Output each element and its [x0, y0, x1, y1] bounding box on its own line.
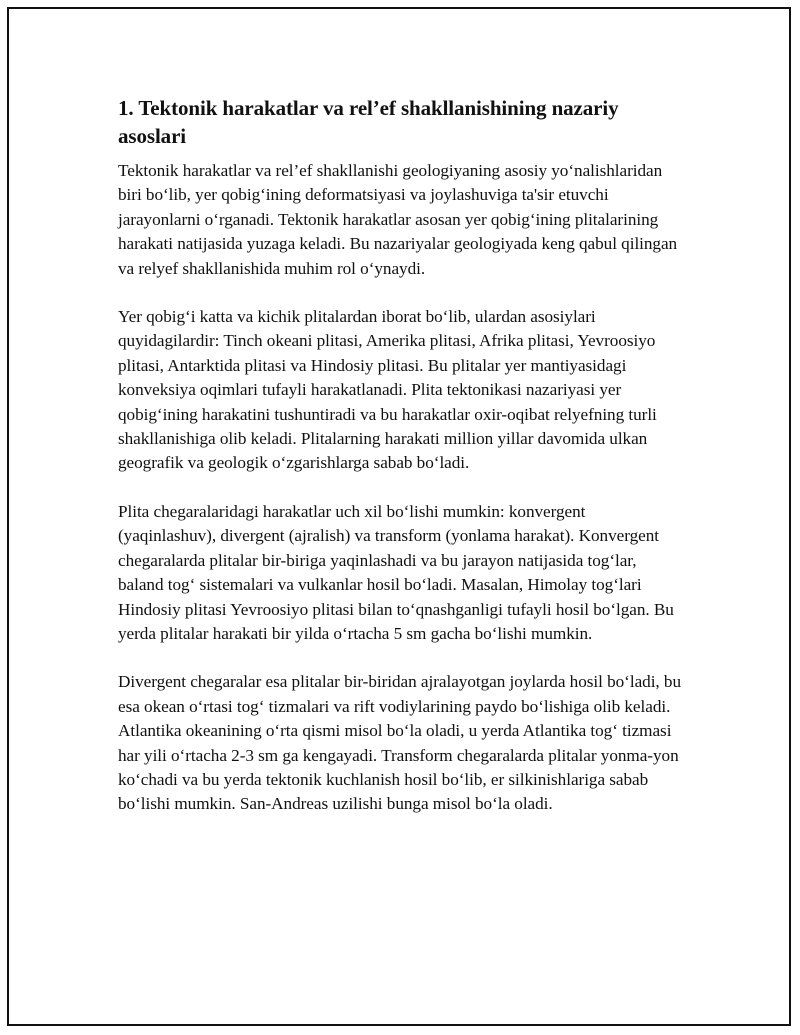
section-heading: 1. Tektonik harakatlar va rel’ef shakllanishining nazariy asoslari	[118, 96, 619, 148]
document-body	[118, 94, 684, 841]
paragraph-3: Plita chegaralaridagi harakatlar uch xil bo‘lishi mumkin: konvergent (yaqinlashuv), divergent (ajralish) va transform (yonlama harakat). Konvergent chegaralarda plitalar bir-biriga yaqinlashadi va bu jarayon natijasida tog‘lar, baland tog‘ sistemalari va vulkanlar hosil bo‘ladi. Masalan, Himolay tog‘lari Hindosiy plitasi Yevroosiyo plitasi bilan to‘qnashganligi tufayli hosil bo‘lgan. Bu yerda plitalar harakati bir yilda o‘rtacha 5 sm gacha bo‘lishi mumkin.	[118, 501, 674, 643]
paragraph-2: Yer qobig‘i katta va kichik plitalardan iborat bo‘lib, ulardan asosiylari quyidagilardir: Tinch okeani plitasi, Amerika plitasi, Afrika plitasi, Yevroosiyo plitasi, Antarktida plitasi va Hindosiy plitasi. Bu plitalar yer mantiyasidagi konveksiya oqimlari tufayli harakatlanadi. Plita tektonikasi nazariyasi yer qobig‘ining harakatini tushuntiradi va bu harakatlar oxir-oqibat relyefning turli shakllanishiga olib keladi. Plitalarning harakati million yillar davomida ulkan geografik va geologik o‘zgarishlarga sabab bo‘ladi.	[118, 307, 657, 473]
paragraph-1: Tektonik harakatlar va rel’ef shakllanishi geologiyaning asosiy yo‘nalishlaridan biri bo‘lib, yer qobig‘ining deformatsiyasi va joylashuviga ta'sir etuvchi jarayonlarni o‘rganadi. Tektonik harakatlar asosan yer qobig‘ining plitalarining harakati natijasida yuzaga keladi. Bu nazariyalar geologiyada keng qabul qilingan va relyef shakllanishida muhim rol o‘ynaydi.	[118, 161, 678, 278]
paragraph-4: Divergent chegaralar esa plitalar bir-biridan ajralayotgan joylarda hosil bo‘ladi, bu esa okean o‘rtasi tog‘ tizmalari va rift vodiylarining paydo bo‘lishiga olib keladi. Atlantika okeanining o‘rta qismi misol bo‘la oladi, u yerda Atlantika tog‘ tizmasi har yili o‘rtacha 2-3 sm ga kengayadi. Transform chegaralarda plitalar yonma-yon ko‘chadi va bu yerda tektonik kuchlanish hosil bo‘lib, er silkinishlariga sabab bo‘lishi mumkin. San-Andreas uzilishi bunga misol bo‘la oladi.	[118, 672, 682, 814]
